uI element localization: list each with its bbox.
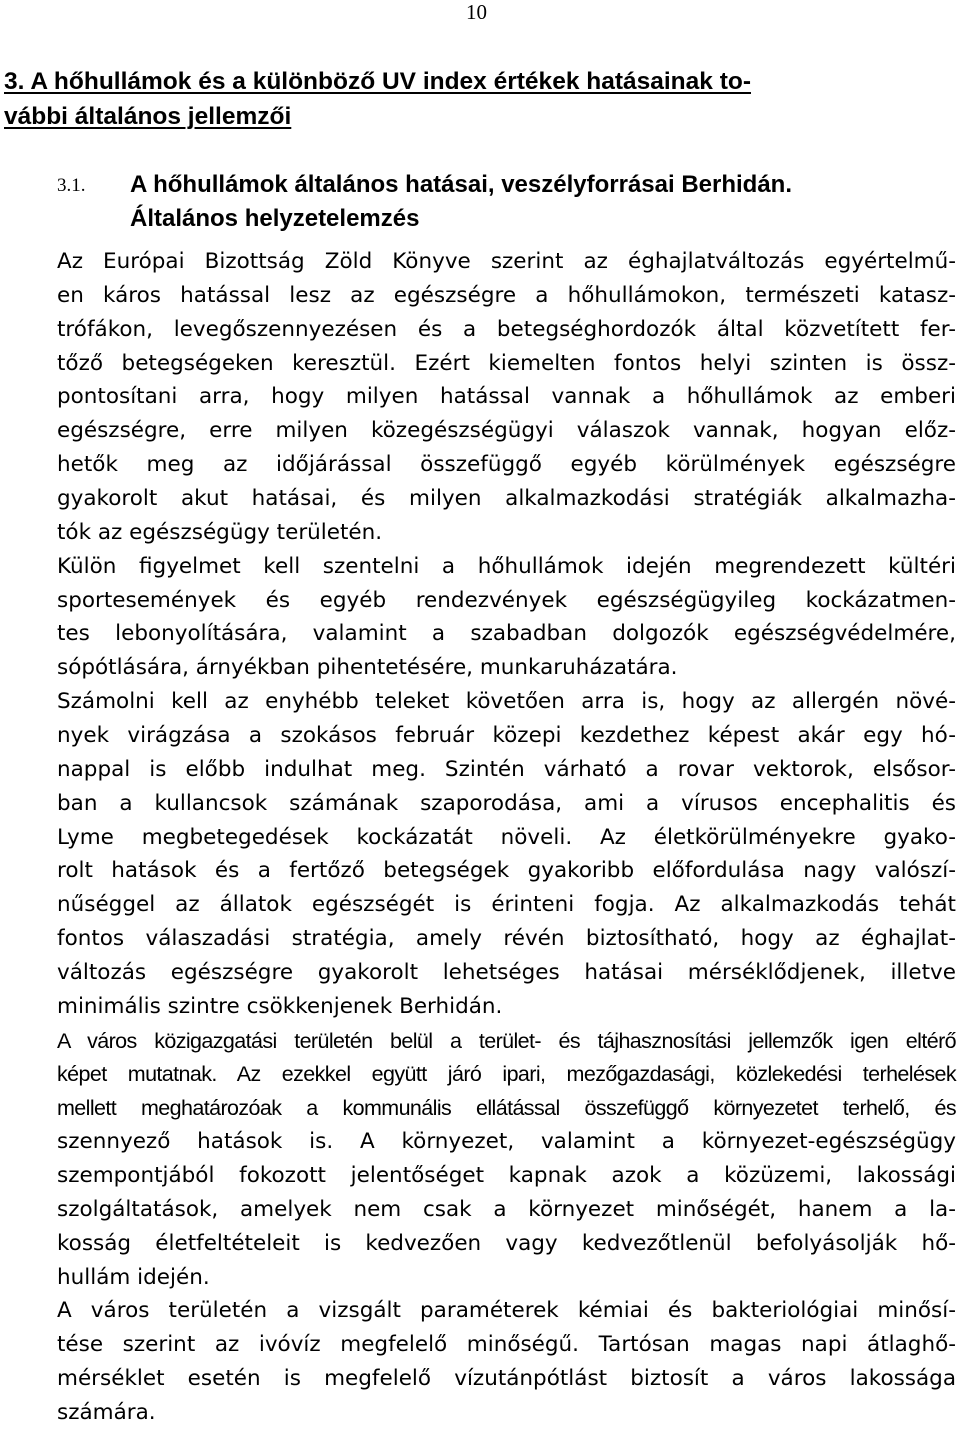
- page-number: 10: [466, 0, 487, 24]
- body-line: tók az egészségügy területén.: [57, 519, 383, 545]
- body-line: változás egészségre gyakorolt lehetséges hatásai mérséklődjenek, illetve: [57, 959, 956, 985]
- body-line: egészségre, erre milyen közegészségügyi válaszok vannak, hogyan előz-: [57, 418, 956, 444]
- subsection-number: 3.1.: [57, 175, 86, 196]
- body-line: képet mutatnak. Az ezekkel együtt járó ipari, mezőgazdasági, közlekedési terhelések: [57, 1062, 956, 1087]
- body-line: tes lebonyolítására, valamint a szabadban dolgozók egészségvédelmére,: [57, 621, 956, 647]
- body-line: gyakorolt akut hatásai, és milyen alkalmazkodási stratégiák alkalmazha-: [57, 486, 956, 511]
- subsection-heading-line-2: Általános helyzetelemzés: [130, 205, 420, 232]
- body-line: A város területén a vizsgált paraméterek kémiai és bakteriológiai minősí-: [57, 1298, 956, 1324]
- body-line: pontosítani arra, hogy milyen hatással vannak a hőhullámok az emberi: [57, 384, 956, 410]
- body-line: tése szerint az ivóvíz megfelelő minőségű. Tartósan magas napi átlaghő-: [57, 1332, 956, 1358]
- subsection-heading-line-1: A hőhullámok általános hatásai, veszélyforrásai Berhidán.: [130, 171, 793, 198]
- body-line: nyek virágzása a szokásos február közepi kezdethez képest akár egy hó-: [57, 722, 956, 748]
- body-line: A város közigazgatási területén belül a terület- és tájhasznosítási jellemzők igen eltérő: [57, 1028, 956, 1053]
- body-line: nappal is előbb indulhat meg. Szintén várható a rovar vektorok, elsősor-: [57, 756, 956, 782]
- body-line: mellett meghatározóak a kommunális ellátással összefüggő környezetet terhelő, és: [57, 1096, 956, 1121]
- body-line: ban a kullancsok számának szaporodása, ami a vírusos encephalitis és: [57, 790, 956, 816]
- body-line: sópótlására, árnyékban pihentetésére, munkaruházatára.: [57, 655, 678, 681]
- body-line: Számolni kell az enyhébb teleket követően arra is, hogy az allergén növé-: [57, 689, 956, 714]
- body-line: trófákon, levegőszennyezésen és a betegséghordozók által közvetített fer-: [57, 316, 956, 342]
- body-line: fontos válaszadási stratégia, amely révén biztosítható, hogy az éghajlat-: [57, 926, 956, 951]
- body-line: Külön figyelmet kell szentelni a hőhullámok idején megrendezett kültéri: [57, 553, 956, 579]
- body-line: kosság életfeltételeit is kedvezően vagy kedvezőtlenül befolyásolják hő-: [57, 1230, 956, 1256]
- body-line: tőző betegségeken keresztül. Ezért kiemelten fontos helyi szinten is össz-: [57, 350, 956, 376]
- body-line: minimális szintre csökkenjenek Berhidán.: [57, 993, 503, 1019]
- section-heading-line-1: 3. A hőhullámok és a különböző UV index értékek hatásainak to-: [4, 68, 751, 95]
- body-line: szolgáltatások, amelyek nem csak a környezet minőségét, hanem a la-: [57, 1196, 956, 1222]
- body-line: hetők meg az időjárással összefüggő egyéb körülmények egészségre: [57, 452, 956, 478]
- body-line: Lyme megbetegedések kockázatát növeli. Az életkörülményekre gyako-: [57, 824, 956, 850]
- body-line: en káros hatással lesz az egészségre a hőhullámokon, természeti katasz-: [57, 282, 956, 308]
- body-line: hullám idején.: [57, 1264, 210, 1290]
- body-line: szempontjából fokozott jelentőséget kapnak azok a közüzemi, lakossági: [57, 1163, 956, 1188]
- body-line: mérséklet esetén is megfelelő vízutánpótlást biztosít a város lakossága: [57, 1366, 956, 1391]
- section-heading-line-2: vábbi általános jellemzői: [4, 103, 292, 130]
- body-line: Az Európai Bizottság Zöld Könyve szerint az éghajlatváltozás egyértelmű-: [57, 249, 956, 274]
- body-line: szennyező hatások is. A környezet, valamint a környezet-egészségügy: [57, 1129, 956, 1155]
- body-line: nűséggel az állatok egészségét is érinteni fogja. Az alkalmazkodás tehát: [57, 892, 956, 918]
- body-line: számára.: [57, 1399, 156, 1425]
- body-line: rolt hatások és a fertőző betegségek gyakoribb előfordulása nagy valószí-: [57, 858, 956, 884]
- body-line: sportesemények és egyéb rendezvények egészségügyileg kockázatmen-: [57, 587, 956, 613]
